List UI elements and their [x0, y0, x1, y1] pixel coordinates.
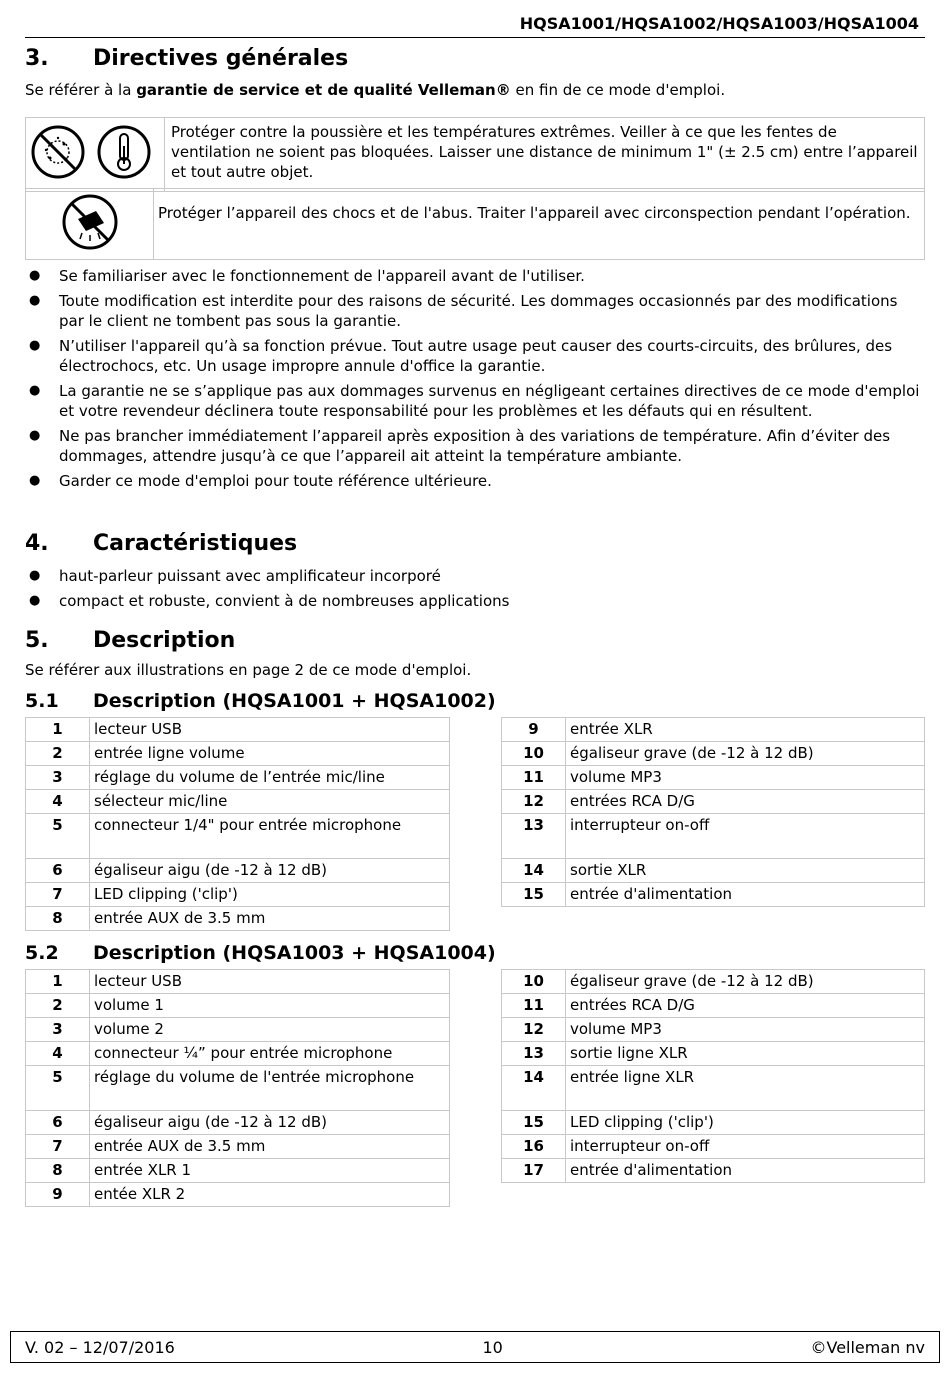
part-description: entrées RCA D/G	[566, 790, 925, 814]
part-number: 15	[502, 1111, 566, 1135]
part-description: lecteur USB	[90, 970, 450, 994]
table-row	[502, 742, 925, 766]
part-description: volume MP3	[566, 1018, 925, 1042]
table-row	[26, 1183, 450, 1207]
table-row	[26, 790, 450, 814]
part-description: sélecteur mic/line	[90, 790, 450, 814]
part-description: égaliseur aigu (de -12 à 12 dB)	[90, 859, 450, 883]
part-description: égaliseur aigu (de -12 à 12 dB)	[90, 1111, 450, 1135]
part-number: 11	[502, 766, 566, 790]
table-row	[502, 814, 925, 859]
part-number: 12	[502, 790, 566, 814]
table-row	[502, 883, 925, 907]
part-description: interrupteur on-off	[566, 1135, 925, 1159]
part-description: interrupteur on-off	[566, 814, 925, 859]
parts-table-5-1-left	[25, 717, 450, 931]
part-description: LED clipping ('clip')	[566, 1111, 925, 1135]
part-number: 6	[26, 859, 90, 883]
warning-icons-cell	[26, 189, 154, 260]
part-description: entrées RCA D/G	[566, 994, 925, 1018]
table-row	[502, 1159, 925, 1183]
table-row	[26, 1159, 450, 1183]
part-description: réglage du volume de l'entrée microphone	[90, 1066, 450, 1111]
part-number: 8	[26, 907, 90, 931]
section-title: Description	[93, 628, 236, 653]
version-date: V. 02 – 12/07/2016	[25, 1337, 175, 1357]
section-number: 5.2	[25, 942, 59, 964]
warning-icons-cell	[26, 118, 165, 192]
section-5-intro: Se référer aux illustrations en page 2 de ce mode d'emploi.	[25, 661, 472, 679]
list-item: ● Garder ce mode d'emploi pour toute référence ultérieure.	[29, 472, 492, 490]
manual-page	[25, 10, 925, 1203]
part-description: entrée AUX de 3.5 mm	[90, 1135, 450, 1159]
thermometer-icon	[99, 127, 149, 177]
part-description: lecteur USB	[90, 718, 450, 742]
part-number: 4	[26, 790, 90, 814]
section-number: 4.	[25, 531, 49, 556]
table-row	[26, 970, 450, 994]
list-item: ● haut-parleur puissant avec amplificateur incorporé	[29, 567, 441, 585]
part-number: 7	[26, 883, 90, 907]
part-description: entrée ligne XLR	[566, 1066, 925, 1111]
table-row	[26, 742, 450, 766]
table-row	[26, 1111, 450, 1135]
section-5-2-heading	[25, 942, 925, 964]
part-number: 13	[502, 814, 566, 859]
warning-text: Protéger l’appareil des chocs et de l'abus. Traiter l'appareil avec circonspection pendant l’opération.	[154, 189, 925, 260]
page-header: HQSA1001/HQSA1002/HQSA1003/HQSA1004	[25, 10, 925, 38]
parts-table-5-2-left	[25, 969, 450, 1207]
part-number: 17	[502, 1159, 566, 1183]
table-row	[26, 814, 450, 859]
table-row	[502, 1018, 925, 1042]
part-number: 14	[502, 859, 566, 883]
table-row	[26, 859, 450, 883]
part-number: 15	[502, 883, 566, 907]
warning-table-2	[25, 188, 925, 260]
part-number: 13	[502, 1042, 566, 1066]
table-row	[502, 859, 925, 883]
section-number: 5.1	[25, 690, 59, 712]
part-description: réglage du volume de l’entrée mic/line	[90, 766, 450, 790]
part-description: égaliseur grave (de -12 à 12 dB)	[566, 970, 925, 994]
part-number: 6	[26, 1111, 90, 1135]
part-description: volume 2	[90, 1018, 450, 1042]
table-row	[26, 883, 450, 907]
table-row	[502, 970, 925, 994]
section-number: 5.	[25, 628, 49, 653]
table-row	[502, 1066, 925, 1111]
page-footer	[10, 1331, 940, 1363]
table-row	[502, 1111, 925, 1135]
part-number: 9	[502, 718, 566, 742]
section-title: Description (HQSA1003 + HQSA1004)	[93, 942, 496, 964]
part-description: volume MP3	[566, 766, 925, 790]
part-number: 12	[502, 1018, 566, 1042]
warning-table	[25, 117, 925, 192]
table-row	[502, 718, 925, 742]
part-number: 1	[26, 718, 90, 742]
section-4-heading	[25, 531, 925, 556]
section-3-heading	[25, 46, 925, 71]
table-row	[502, 766, 925, 790]
no-shock-icon	[60, 193, 120, 251]
part-number: 3	[26, 766, 90, 790]
section-3-intro	[25, 80, 925, 100]
part-description: sortie XLR	[566, 859, 925, 883]
list-item: ● compact et robuste, convient à de nombreuses applications	[29, 592, 510, 610]
part-number: 14	[502, 1066, 566, 1111]
table-row	[26, 1066, 450, 1111]
parts-table-5-2-right	[501, 969, 925, 1183]
part-description: connecteur ¼” pour entrée microphone	[90, 1042, 450, 1066]
table-row	[502, 1135, 925, 1159]
part-description: entée XLR 2	[90, 1183, 450, 1207]
part-number: 1	[26, 970, 90, 994]
part-description: entrée ligne volume	[90, 742, 450, 766]
part-number: 4	[26, 1042, 90, 1066]
part-description: égaliseur grave (de -12 à 12 dB)	[566, 742, 925, 766]
section-4-bullet-list	[25, 566, 925, 616]
table-row	[502, 1042, 925, 1066]
no-dust-icon	[28, 122, 162, 182]
part-number: 10	[502, 742, 566, 766]
part-number: 7	[26, 1135, 90, 1159]
copyright: ©Velleman nv	[810, 1337, 925, 1357]
intro-text: Se référer à la	[25, 81, 137, 99]
list-item: ● N’utiliser l'appareil qu’à sa fonction prévue. Tout autre usage peut causer des courts-circuits, des brûlures, des électrochocs, etc. Un usage impropre annule d'office la garantie.	[29, 337, 893, 375]
part-description: entrée d'alimentation	[566, 1159, 925, 1183]
part-number: 8	[26, 1159, 90, 1183]
part-number: 11	[502, 994, 566, 1018]
part-description: entrée d'alimentation	[566, 883, 925, 907]
list-item: ● Toute modification est interdite pour des raisons de sécurité. Les dommages occasionnés par des modifications par le client ne tombent pas sous la garantie.	[29, 292, 898, 330]
table-row	[26, 766, 450, 790]
page-number: 10	[482, 1337, 503, 1357]
part-number: 2	[26, 742, 90, 766]
table-row	[26, 907, 450, 931]
list-item: ● Ne pas brancher immédiatement l’appareil après exposition à des variations de température. Afin d’éviter des dommages, attendre jusqu’à ce que l’appareil ait atteint la température ambiante.	[29, 427, 891, 465]
section-3-bullet-list	[25, 266, 925, 496]
part-number: 5	[26, 1066, 90, 1111]
section-title: Caractéristiques	[93, 531, 298, 556]
table-row	[26, 1042, 450, 1066]
table-row	[26, 1135, 450, 1159]
part-description: entrée XLR	[566, 718, 925, 742]
part-description: volume 1	[90, 994, 450, 1018]
intro-text: en fin de ce mode d'emploi.	[510, 81, 726, 99]
section-title: Description (HQSA1001 + HQSA1002)	[93, 690, 496, 712]
part-description: entrée AUX de 3.5 mm	[90, 907, 450, 931]
table-row	[502, 790, 925, 814]
part-number: 3	[26, 1018, 90, 1042]
part-description: connecteur 1/4" pour entrée microphone	[90, 814, 450, 859]
section-number: 3.	[25, 46, 49, 71]
part-number: 10	[502, 970, 566, 994]
part-description: sortie ligne XLR	[566, 1042, 925, 1066]
part-number: 2	[26, 994, 90, 1018]
part-number: 16	[502, 1135, 566, 1159]
list-item: ● Se familiariser avec le fonctionnement de l'appareil avant de l'utiliser.	[29, 267, 585, 285]
warning-text: Protéger contre la poussière et les températures extrêmes. Veiller à ce que les fentes de ventilation ne soient pas bloquées. Laisser une distance de minimum 1" (± 2.5 cm) entre l’appareil et tout autre objet.	[165, 118, 925, 192]
part-number: 5	[26, 814, 90, 859]
part-description: entrée XLR 1	[90, 1159, 450, 1183]
list-item: ● La garantie ne se s’applique pas aux dommages survenus en négligeant certaines directives de ce mode d'emploi et votre revendeur déclinera toute responsabilité pour les problèmes et les défauts qui en résultent.	[29, 382, 920, 420]
part-description: LED clipping ('clip')	[90, 883, 450, 907]
parts-table-5-1-right	[501, 717, 925, 907]
section-5-1-heading	[25, 690, 925, 712]
table-row	[26, 718, 450, 742]
table-row	[502, 994, 925, 1018]
part-number: 9	[26, 1183, 90, 1207]
table-row	[26, 1018, 450, 1042]
warranty-reference: garantie de service et de qualité Velleman®	[136, 81, 511, 99]
section-title: Directives générales	[93, 46, 349, 71]
table-row	[26, 994, 450, 1018]
section-5-heading	[25, 628, 925, 653]
